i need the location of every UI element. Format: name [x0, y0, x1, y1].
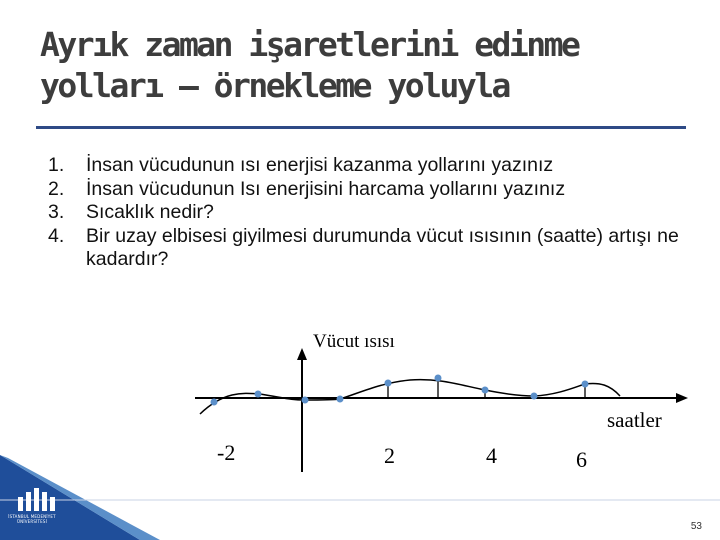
title-line-2: yolları – örnekleme yoluyla	[40, 66, 509, 105]
sample-dot	[211, 399, 218, 406]
sample-dot	[302, 397, 309, 404]
list-text: Bir uzay elbisesi giyilmesi durumunda vücut ısısının (saatte) artışı ne kadardır?	[86, 224, 679, 270]
sample-dot	[582, 381, 589, 388]
list-text: İnsan vücudunun ısı enerjisi kazanma yollarını yazınız	[86, 154, 554, 176]
sample-dot	[482, 387, 489, 394]
sample-dot	[385, 380, 392, 387]
sample-dot	[531, 393, 538, 400]
sample-dot	[255, 391, 262, 398]
title-line-1: Ayrık zaman işaretlerini edinme	[40, 25, 579, 64]
sample-dot	[337, 396, 344, 403]
y-axis-arrow	[297, 348, 307, 360]
samples	[211, 375, 589, 406]
x-axis-label: saatler	[607, 408, 662, 432]
continuous-signal-curve	[200, 380, 620, 414]
list-text: İnsan vücudunun Isı enerjisini harcama yollarını yazınız	[86, 177, 566, 200]
tick-label: 6	[576, 447, 587, 472]
list-number: 4.	[48, 224, 65, 247]
tick-label: 2	[384, 443, 395, 468]
page-number: 53	[690, 521, 702, 532]
logo-text: İSTANBUL MEDENİYET ÜNİVERSİTESİ	[8, 514, 56, 524]
list-number: 1.	[48, 154, 65, 176]
sample-dot	[435, 375, 442, 382]
tick-label: 4	[486, 443, 497, 468]
list-text: Sıcaklık nedir?	[86, 201, 214, 223]
x-axis-arrow	[676, 393, 688, 403]
list-number: 3.	[48, 201, 65, 223]
y-axis-label: Vücut ısısı	[313, 331, 395, 352]
tick-label: -2	[217, 440, 236, 465]
list-number: 2.	[48, 177, 65, 200]
